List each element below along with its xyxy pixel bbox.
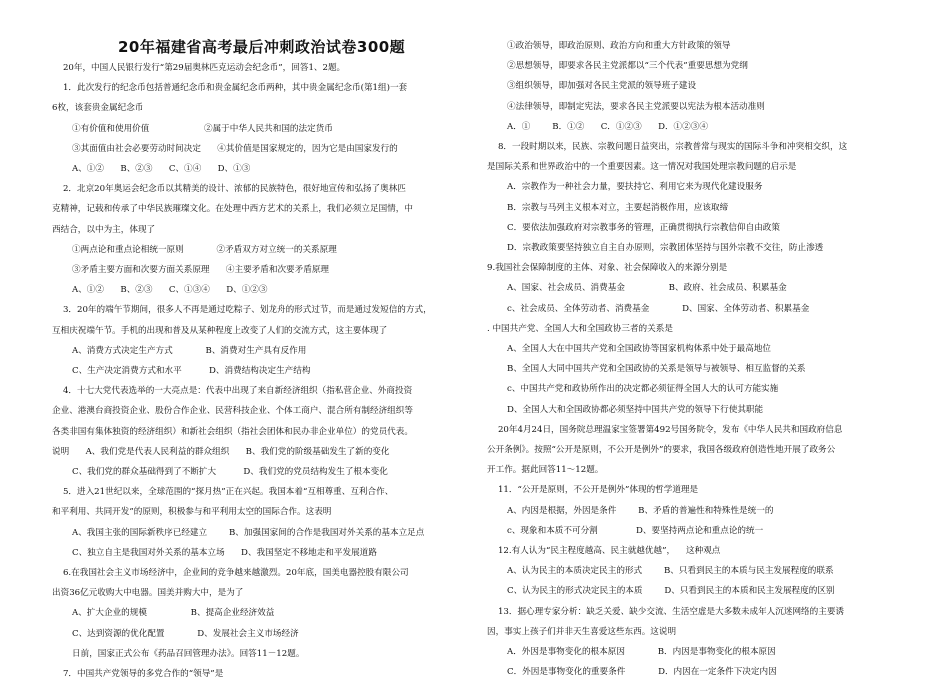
text-line: 8．一段时期以来，民族、宗教问题日益突出，宗教普常与现实的国际斗争和冲突相交织，这 — [487, 142, 848, 153]
text-line: A、认为民主的本质决定民主的形式 B、只看到民主的本质与民主发展程度的联系 — [507, 566, 834, 577]
text-line: A、我国主张的国际新秩序已经建立 B、加强国家间的合作是我国对外关系的基本立足点 — [72, 527, 425, 538]
text-line: A、扩大企业的规模 B、提高企业经济效益 — [72, 608, 275, 619]
text-line: 12.有人认为“民主程度越高、民主就越优越”， 这种观点 — [487, 546, 721, 557]
text-line: ③矛盾主要方面和次要方面关系原理 ④主要矛盾和次要矛盾原理 — [72, 265, 330, 276]
text-line: 是国际关系和世界政治中的一个重要因素。这一情况对我国处理宗教问题的启示是 — [487, 162, 797, 173]
text-line: 日前，国家正式公布《药品召回管理办法》。回答11－12题。 — [72, 648, 305, 659]
text-line: 20年，中国人民银行发行“第29届奥林匹克运动会纪念币”，回答1、2题。 — [52, 63, 346, 73]
text-line: 6.在我国社会主义市场经济中，企业间的竞争越来越激烈。20年底，国美电器控股有限公司 — [52, 568, 409, 579]
text-line: A、①② B、②③ C、①③④ D、①②③ — [72, 285, 268, 296]
text-line: 克精神，记载和传承了中华民族璀璨文化。在处理中西方艺术的关系上，我们必须立足国情，中 — [52, 204, 413, 215]
text-line: C、独立自主是我国对外关系的基本立场 D、我国坚定不移地走和平发展道路 — [72, 547, 377, 558]
text-line: c、中国共产党和政协所作出的决定都必须征得全国人大的认可方能实施 — [507, 384, 779, 395]
text-line: ③组织领导，即加强对各民主党派的领导班子建设 — [507, 81, 697, 92]
text-line: 互相庆祝端午节。手机的出现和普及从某种程度上改变了人们的交流方式，这主要体现了 — [52, 325, 388, 336]
text-line: 7．中国共产党领导的多党合作的“领导”是 — [52, 669, 224, 680]
text-line: A．宗教作为一种社会力量，要扶持它、利用它来为现代化建设服务 — [507, 182, 763, 193]
text-line: 1．此次发行的纪念币包括普通纪念币和贵金属纪念币两种，其中贵金属纪念币(第1组)一套 — [52, 83, 408, 94]
text-line: 9.我国社会保障制度的主体、对象、社会保障收入的来源分别是 — [487, 263, 728, 274]
text-line: C．要依法加强政府对宗教事务的管理，正确贯彻执行宗教信仰自由政策 — [507, 222, 780, 233]
text-line: 开工作。据此回答11～12题。 — [487, 465, 604, 476]
text-line: ③其面值由社会必要劳动时间决定 ④其价值是国家规定的，因为它是由国家发行的 — [72, 143, 398, 154]
text-line: ④法律领导，即制定宪法，要求各民主党派要以宪法为根本活动准则 — [507, 101, 765, 112]
text-line: A．外因是事物变化的根本原因 B．内因是事物变化的根本原因 — [507, 647, 776, 658]
text-line: 因，事实上孩子们并非天生喜爱这些东西。这说明 — [487, 626, 677, 637]
text-line: ②思想领导，即要求各民主党派都以“三个代表”重要思想为党纲 — [507, 61, 748, 72]
text-line: A、国家、社会成员、消费基金 B、政府、社会成员、积累基金 — [507, 283, 787, 294]
right-column — [487, 36, 907, 683]
text-line: D．宗教政策要坚持独立自主自办原则，宗教团体坚持与国外宗教不交往，防止渗透 — [507, 243, 824, 254]
text-line: . 中国共产党、全国人大和全国政协三者的关系是 — [487, 323, 673, 334]
text-line: C、生产决定消费方式和水平 D、消费结构决定生产结构 — [72, 366, 311, 377]
text-line: A、①② B、②③ C、①④ D、①③ — [72, 164, 251, 175]
text-line: c、社会成员、全体劳动者、消费基金 D、国家、全体劳动者、积累基金 — [507, 303, 810, 314]
text-line: C、认为民主的形式决定民主的本质 D、只看到民主的本质和民主发展程度的区别 — [507, 586, 835, 597]
text-line: 3．20年的端午节期间，很多人不再是通过吃粽子、划龙舟的形式过节，而是通过发短信的方式， — [52, 305, 432, 316]
text-line: A、内因是根据，外因是条件 B、矛盾的普遍性和特殊性是统一的 — [507, 505, 774, 516]
text-line: C、我们党的群众基础得到了不断扩大 D、我们党的党员结构发生了根本变化 — [72, 467, 388, 478]
text-line: D、全国人大和全国政协都必须坚持中国共产党的领导下行使其职能 — [507, 404, 764, 415]
text-line: c、现象和本质不可分割 D、要坚持两点论和重点论的统一 — [507, 525, 764, 536]
text-line: 各类非国有集体独资的经济组织）和新社会组织（指社会团体和民办非企业单位）的党员代表。 — [52, 426, 413, 437]
text-line: A、消费方式决定生产方式 B、消费对生产具有反作用 — [72, 345, 307, 356]
text-line: A．① B．①② C．①②③ D．①②③④ — [507, 121, 708, 132]
page-title: 20年福建省高考最后冲刺政治试卷300题 — [118, 38, 406, 56]
text-line: 公开条例》。按照“公开是原则，不公开是例外”的要求，我国各级政府创造性地开展了政务公 — [487, 445, 836, 456]
text-line: 5．进入21世纪以来，全球范围的“探月热”正在兴起。我国本着“互相尊重、互利合作、 — [52, 487, 394, 498]
text-line: C、达到资源的优化配置 D、发展社会主义市场经济 — [72, 628, 299, 639]
text-line: 说明 A、我们党是代表人民利益的群众组织 B、我们党的阶级基础发生了新的变化 — [52, 446, 390, 457]
text-line: 西结合，以中为主，体现了 — [52, 224, 156, 235]
text-line: ①两点论和重点论相统一原则 ②矛盾双方对立统一的关系原理 — [72, 244, 337, 255]
text-line: 11．“公开是原则，不公开是例外”体现的哲学道理是 — [487, 485, 699, 496]
left-column — [52, 58, 482, 684]
text-line: 企业、港澳台商投资企业、股份合作企业、民营科技企业、个体工商户、混合所有制经济组织等 — [52, 406, 413, 417]
text-line: 13．据心理专家分析：缺乏关爱、缺少交流、生活空虚是大多数未成年人沉迷网络的主要诱 — [487, 606, 845, 617]
text-line: 和平利用、共同开发”的原则，积极参与和平利用太空的国际合作。这表明 — [52, 507, 332, 518]
text-line: B．宗教与马列主义根本对立，主要起消极作用，应该取缔 — [507, 202, 729, 213]
text-line: 2．北京20年奥运会纪念币以其精美的设计、浓郁的民族特色，很好地宣传和弘扬了奥林匹 — [52, 184, 406, 195]
text-line: 6枚，该套贵金属纪念币 — [52, 103, 144, 114]
text-line: C．外因是事物变化的重要条件 D．内因在一定条件下决定内因 — [507, 667, 777, 678]
text-line: 出资36亿元收购大中电器。国美并购大中，是为了 — [52, 588, 244, 599]
text-line: A、全国人大在中国共产党和全国政协等国家机构体系中处于最高地位 — [507, 344, 772, 355]
text-line: 20年4月24日，国务院总理温家宝签署第492号国务院令，发布《中华人民共和国政府信息 — [487, 424, 843, 435]
text-line: ①政治领导，即政治原则、政治方向和重大方针政策的领导 — [507, 41, 731, 51]
text-line: 4．十七大党代表选举的一大亮点是：代表中出现了来自新经济组织（指私营企业、外商投资 — [52, 386, 413, 397]
text-line: ①有价值和使用价值 ②属于中华人民共和国的法定货币 — [72, 123, 333, 134]
text-line: B、全国人大同中国共产党和全国政协的关系是领导与被领导、相互监督的关系 — [507, 364, 806, 375]
